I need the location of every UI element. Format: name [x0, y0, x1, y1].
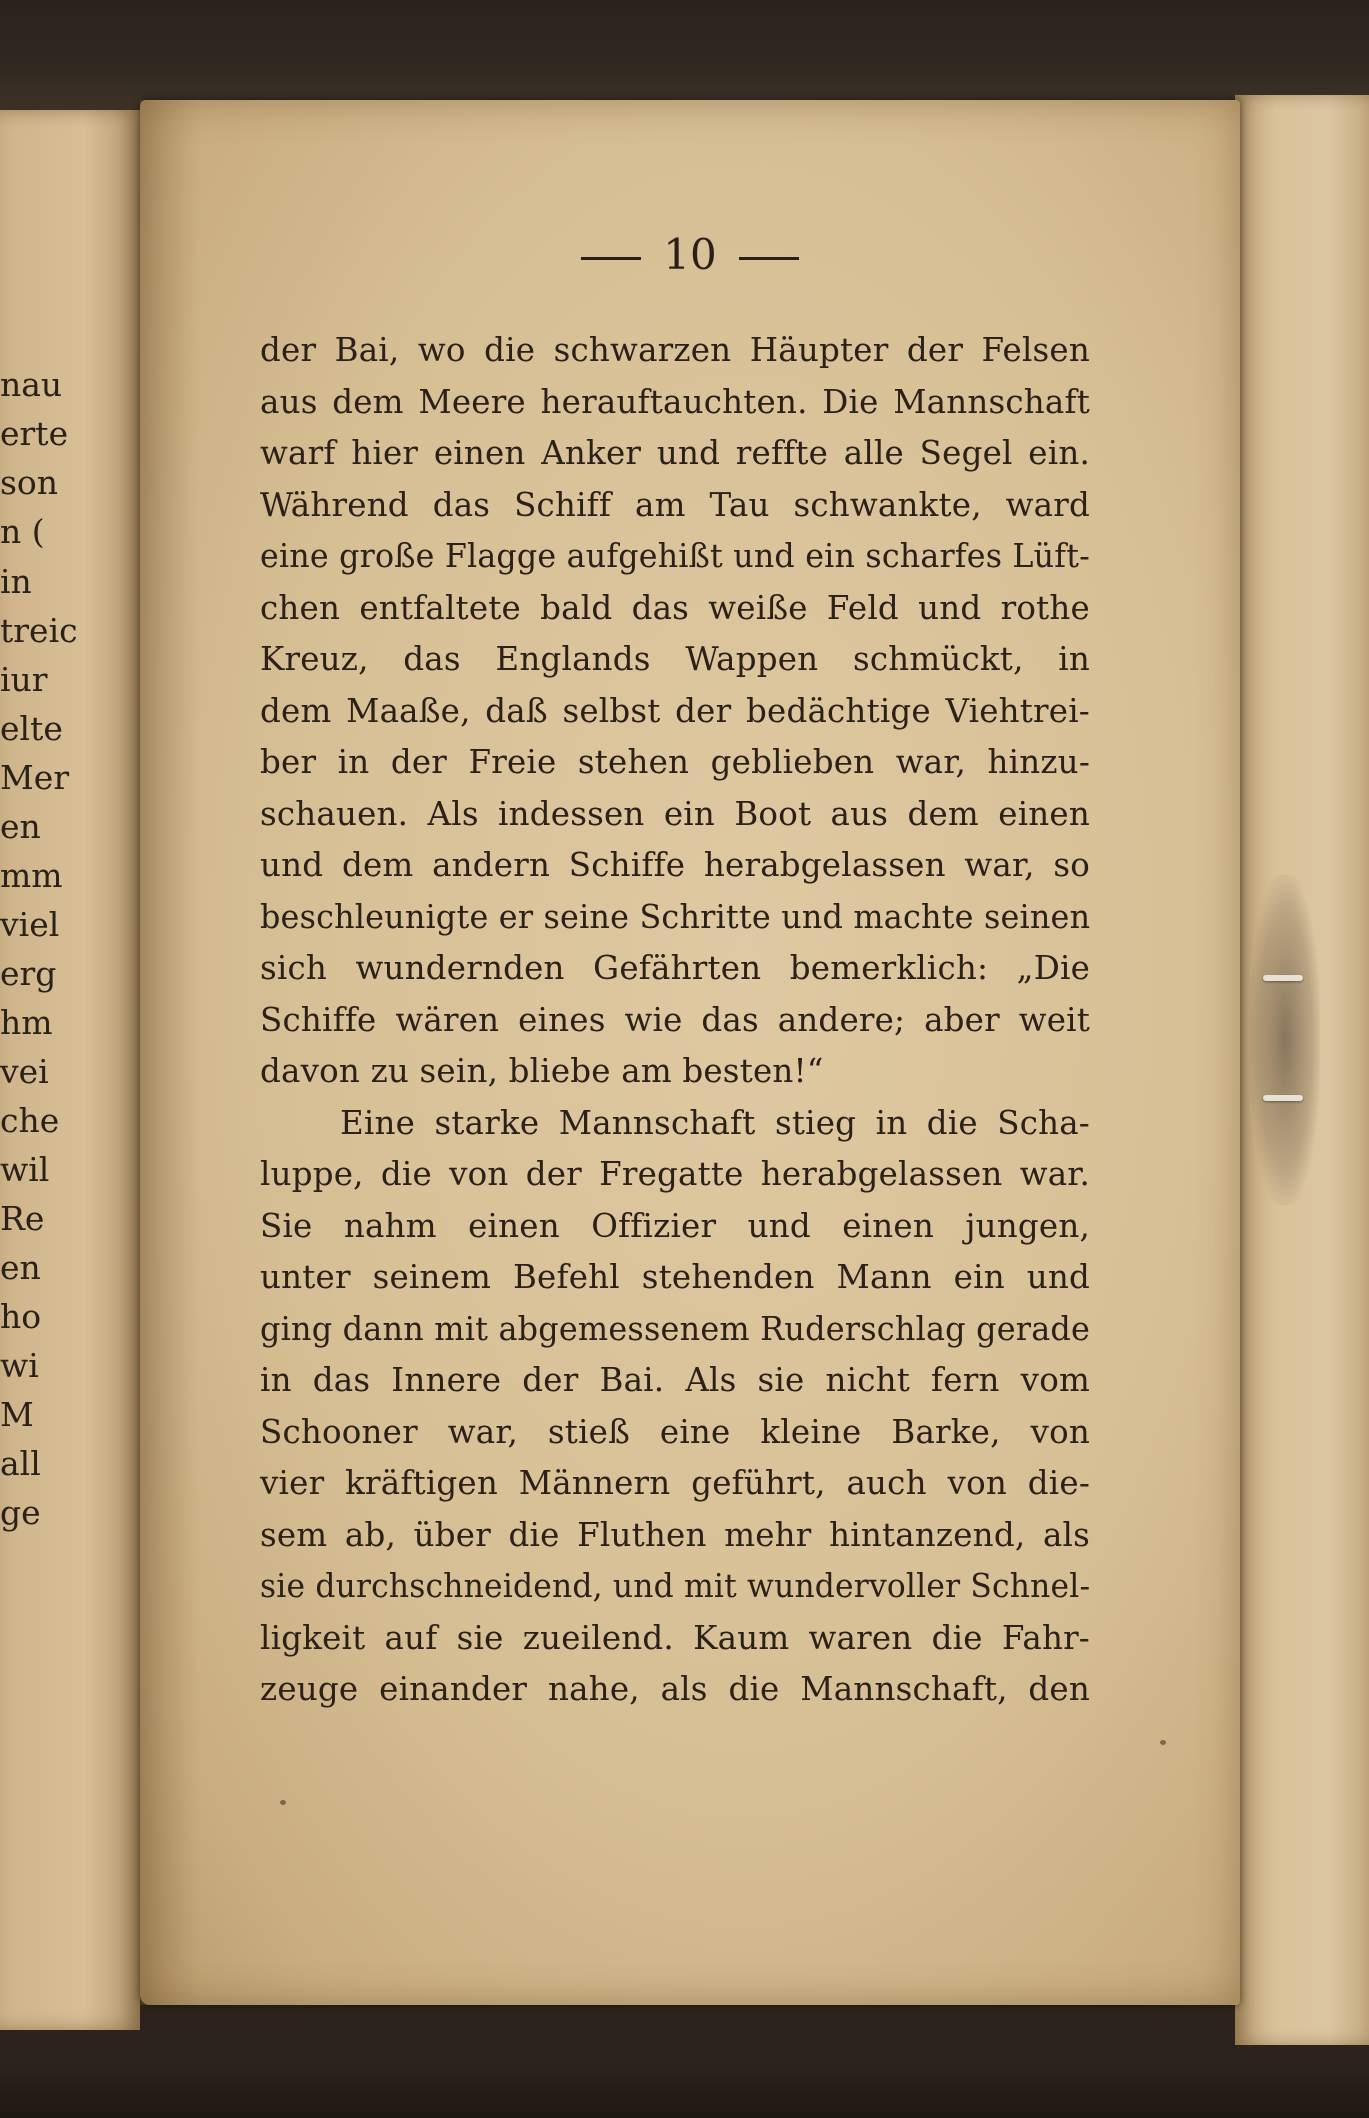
left-page-fragment: vei [0, 1052, 49, 1091]
left-page-fragment: iur [0, 660, 48, 699]
left-page-fragment: M [0, 1395, 34, 1434]
text-line: warf hier einen Anker und reffte alle Segel ein. [260, 434, 1090, 472]
left-page-fragment: all [0, 1444, 41, 1483]
left-page-fragment: treic [0, 611, 78, 650]
text-line: beschleunigte er seine Schritte und machte seinen [260, 897, 1091, 936]
text-line: schauen. Als indessen ein Boot aus dem einen [260, 794, 1090, 833]
text-line: sie durchschneidend, und mit wundervoller Schnel- [260, 1567, 1091, 1605]
left-page-fragment: en [0, 807, 41, 846]
left-page-fragment: hm [0, 1003, 53, 1042]
page-number: 10 [663, 230, 717, 279]
text-line: sem ab, über die Fluthen mehr hintanzend, als [260, 1515, 1090, 1554]
text-line: Schiffe wären eines wie das andere; aber weit [260, 1000, 1090, 1039]
left-page-fragment: wi [0, 1346, 39, 1385]
binding-thread [1263, 975, 1303, 981]
left-page-fragment: wil [0, 1150, 50, 1189]
text-line: sich wundernden Gefährten bemerklich: „Die [260, 949, 1090, 987]
text-line: ligkeit auf sie zueilend. Kaum waren die Fahr- [260, 1618, 1090, 1657]
right-page-strip [1235, 95, 1369, 2045]
text-line: Eine starke Mannschaft stieg in die Scha- [340, 1103, 1090, 1142]
text-line: Schooner war, stieß eine kleine Barke, von [260, 1412, 1090, 1451]
left-page-fragment: erg [0, 954, 57, 993]
water-stain [1250, 875, 1320, 1205]
left-page-fragment: son [0, 463, 59, 502]
left-page-fragment: en [0, 1248, 41, 1287]
left-page-fragment: nau [0, 365, 63, 404]
left-page-fragment: viel [0, 905, 60, 944]
text-line: chen entfaltete bald das weiße Feld und rothe [260, 588, 1090, 627]
body-text [260, 325, 1090, 1716]
text-line: zeuge einander nahe, als die Mannschaft, den [260, 1670, 1090, 1708]
text-line: aus dem Meere herauftauchten. Die Mannschaft [260, 382, 1090, 421]
text-line: dem Maaße, daß selbst der bedächtige Viehtrei- [260, 691, 1090, 730]
left-page-fragment: ge [0, 1493, 41, 1532]
text-line: eine große Flagge aufgehißt und ein scharfes Lüft- [260, 537, 1091, 575]
header-dash-left [581, 257, 641, 260]
left-page-fragment: mm [0, 856, 63, 895]
left-page-fragment: Mer [0, 758, 70, 797]
text-line: Während das Schiff am Tau schwankte, ward [260, 485, 1090, 524]
page-edge-shade [140, 100, 200, 2005]
paper-speck [1160, 1740, 1166, 1745]
left-page-strip [0, 110, 140, 2030]
text-line: ging dann mit abgemessenem Ruderschlag gerade [260, 1309, 1091, 1348]
text-line: Kreuz, das Englands Wappen schmückt, in [260, 640, 1090, 678]
text-line: und dem andern Schiffe herabgelassen war, so [260, 846, 1090, 884]
text-line: der Bai, wo die schwarzen Häupter der Felsen [260, 331, 1090, 369]
page-header [140, 230, 1240, 279]
text-line: ber in der Freie stehen geblieben war, hinzu- [260, 743, 1090, 781]
text-line: Sie nahm einen Offizier und einen jungen, [260, 1206, 1090, 1245]
left-page-fragment: Re [0, 1199, 45, 1238]
left-page-fragment: erte [0, 414, 69, 453]
left-page-fragment: in [0, 562, 32, 601]
book-page [140, 100, 1240, 2005]
text-line: davon zu sein, bliebe am besten!“ [260, 1052, 824, 1090]
text-line: vier kräftigen Männern geführt, auch von die- [260, 1464, 1090, 1502]
header-dash-right [739, 257, 799, 260]
left-page-fragment: che [0, 1101, 60, 1140]
binding-thread [1263, 1095, 1303, 1101]
left-page-fragment: elte [0, 709, 63, 748]
text-line: luppe, die von der Fregatte herabgelassen war. [260, 1155, 1090, 1193]
left-page-fragment: ho [0, 1297, 42, 1336]
paper-speck [280, 1800, 286, 1805]
text-line: unter seinem Befehl stehenden Mann ein und [260, 1258, 1090, 1296]
left-page-fragment: n ( [0, 512, 45, 551]
text-line: in das Innere der Bai. Als sie nicht fern vom [260, 1361, 1090, 1399]
